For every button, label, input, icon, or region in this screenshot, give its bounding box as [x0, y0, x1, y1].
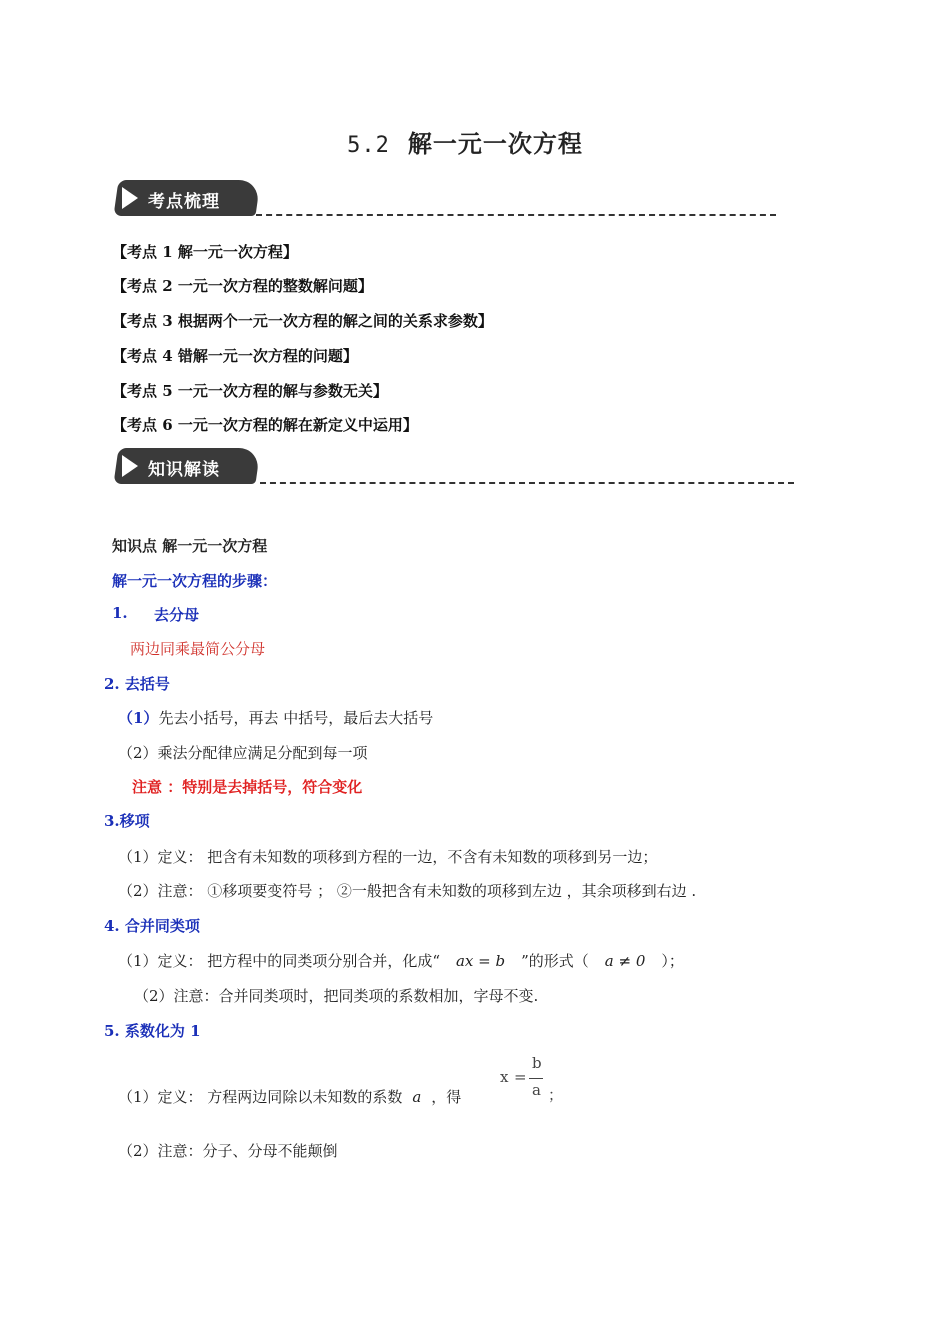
kaodian-item-6: 【考点 6 一元一次方程的解在新定义中运用】 [112, 416, 418, 434]
fraction-equals: = [514, 1068, 527, 1086]
step2-title: 2. 去括号 [104, 675, 170, 693]
step5-point1-text-b: ，得 [431, 1088, 462, 1106]
step3-point1: （1）定义： 把含有未知数的项移到方程的一边，不含有未知数的项移到另一边； [118, 848, 658, 866]
step4-point1 [118, 950, 684, 971]
equation-ax-b: ax = b [455, 952, 506, 970]
dashed-divider [256, 214, 776, 216]
play-arrow-icon [122, 455, 138, 477]
step2-point2: （2）乘法分配律应满足分配到每一项 [118, 744, 368, 762]
kaodian-item-3: 【考点 3 根据两个一元一次方程的解之间的关系求参数】 [112, 312, 493, 330]
step2-point1 [118, 707, 433, 728]
step3-point2: （2）注意： ①移项要变符号 ； ②一般把含有未知数的项移到左边 ，其余项移到右边 . [118, 882, 697, 900]
step1-number: 1. [112, 604, 128, 622]
fraction-bar [529, 1078, 543, 1079]
step5-point1 [118, 1086, 461, 1107]
title-text: 解一元一次方程 [407, 129, 583, 158]
step2-point1-number: （1） [118, 709, 159, 727]
step5-point1-text-a: （1）定义： 方程两边同除以未知数的系数 [118, 1088, 403, 1106]
step2-point1-text: 先去小括号，再去 中括号，最后去大括号 [158, 709, 434, 727]
condition-a-nonzero: a ≠ 0 [604, 952, 646, 970]
step3-title: 3.移项 [104, 812, 150, 830]
fraction-semicolon: ； [548, 1086, 564, 1104]
kaodian-item-4: 【考点 4 错解一元一次方程的问题】 [112, 347, 358, 365]
kaodian-item-1: 【考点 1 解一元一次方程】 [112, 243, 298, 261]
step2-note: 注意 ：特别是去掉括号，符合变化 [132, 778, 363, 796]
step4-point1-text-b: ”的形式（ [521, 952, 589, 970]
page-title [0, 124, 930, 159]
fraction-numerator: b [532, 1054, 542, 1072]
kaodian-item-2: 【考点 2 一元一次方程的整数解问题】 [112, 277, 373, 295]
step1-title: 去分母 [154, 606, 200, 624]
banner-label: 知识解读 [148, 460, 220, 480]
fraction-denominator: a [532, 1081, 541, 1099]
step1-desc: 两边同乘最简公分母 [130, 640, 266, 658]
section-heading: 知识点 解一元一次方程 [112, 537, 268, 555]
zhishi-banner [116, 448, 798, 488]
step5-title: 5. 系数化为 1 [104, 1022, 201, 1040]
steps-title: 解一元一次方程的步骤： [112, 572, 278, 590]
step4-point1-text-c: ）； [661, 952, 684, 970]
banner-label: 考点梳理 [148, 192, 220, 212]
kaodian-banner [116, 180, 780, 220]
kaodian-item-5: 【考点 5 一元一次方程的解与参数无关】 [112, 382, 388, 400]
variable-a: a [412, 1088, 422, 1106]
step4-point2: （2）注意：合并同类项时，把同类项的系数相加，字母不变. [134, 987, 539, 1005]
step5-point2: （2）注意：分子、分母不能颠倒 [118, 1142, 338, 1160]
dashed-divider [260, 482, 794, 484]
play-arrow-icon [122, 187, 138, 209]
step4-point1-text-a: （1）定义： 把方程中的同类项分别合并，化成“ [118, 952, 440, 970]
fraction-x-equals-b-over-a [498, 1054, 564, 1104]
section-number: 5.2 [347, 133, 390, 158]
fraction-lhs: x [500, 1068, 509, 1086]
step4-title: 4. 合并同类项 [104, 917, 200, 935]
